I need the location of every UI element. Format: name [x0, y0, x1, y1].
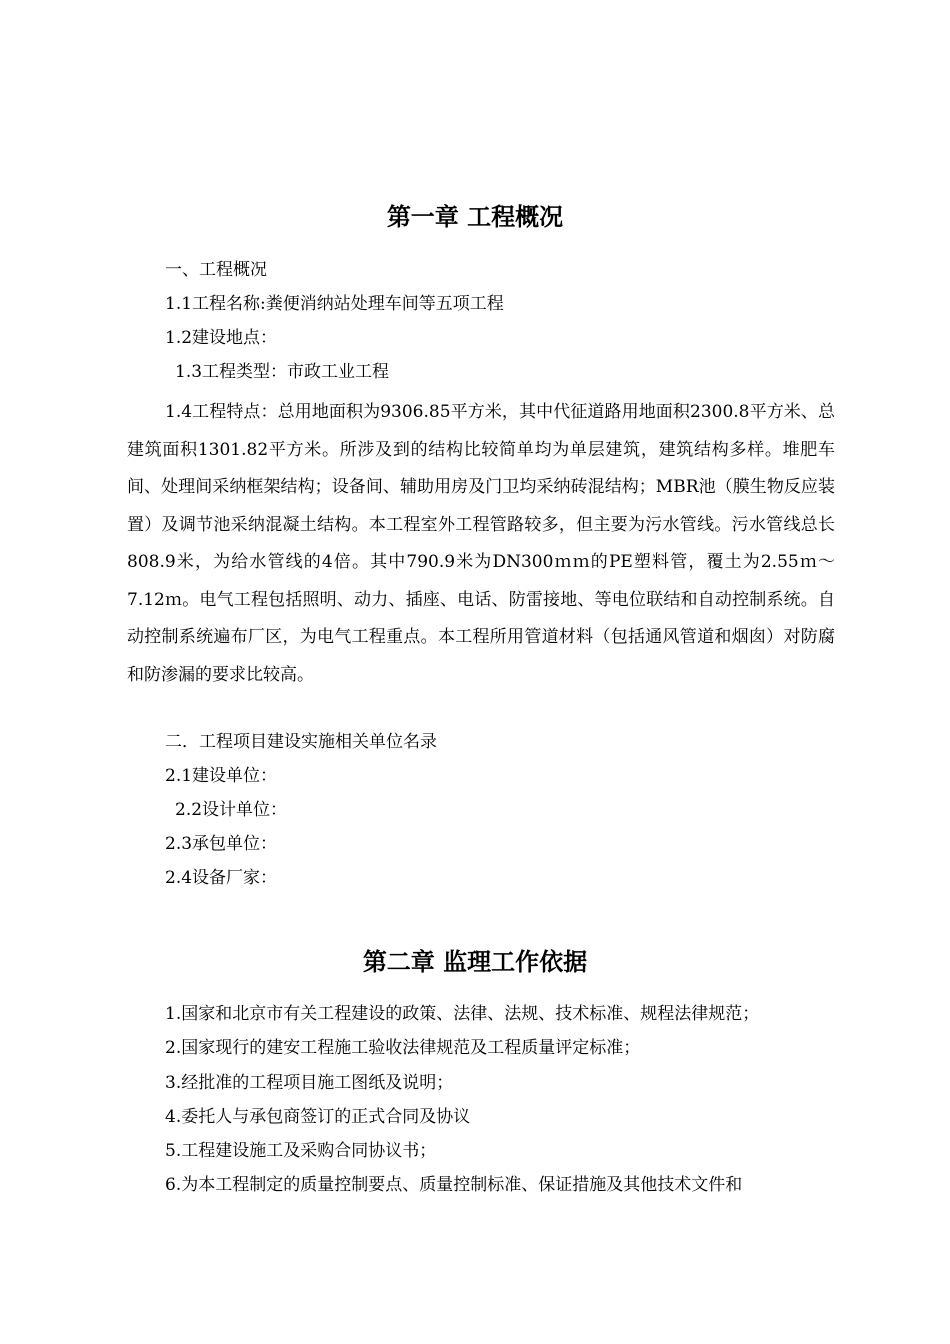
construction-unit-line: 2.1建设单位： — [165, 766, 278, 786]
chapter-1-units-lines — [127, 725, 837, 895]
chapter-2-title: 第二章 监理工作依据 — [362, 948, 588, 976]
list-item: 1.国家和北京市有关工程建设的政策、法律、法规、技术标准、规程法律规范； — [165, 1004, 760, 1024]
section-heading-units: 二．工程项目建设实施相关单位名录 — [165, 732, 437, 752]
project-location-line: 1.2建设地点： — [165, 328, 278, 348]
equipment-vendor-line: 2.4设备厂家： — [165, 868, 278, 888]
list-item: 6.为本工程制定的质量控制要点、质量控制标准、保证措施及其他技术文件和 — [165, 1175, 743, 1196]
project-features-paragraph: 1.4工程特点：总用地面积为9306.85平方米，其中代征道路用地面积2300.8平方米、总建筑面积1301.82平方米。所涉及到的结构比较简单均为单层建筑，建筑结构多样。堆肥车间、处理间采纳框架结构；设备间、辅助用房及门卫均采纳砖混结构；MBR池（膜生物反应装置）及调节池采纳混凝土结构。本工程室外工程管路较多，但主要为污水管线。污水管线总长808.9米，为给水管线的4倍。其中790.9米为DN300ｍｍ的PE塑料管，覆土为2.55ｍ～7.12ｍ。电气工程包括照明、动力、插座、电话、防雷接地、等电位联结和自动控制系统。自动控制系统遍布厂区，为电气工程重点。本工程所用管道材料（包括通风管道和烟囱）对防腐和防渗漏的要求比较高。 — [127, 402, 835, 685]
project-type-line: 1.3工程类型：市政工业工程 — [175, 362, 390, 382]
chapter-1-title: 第一章 工程概况 — [386, 203, 564, 231]
contractor-unit-line: 2.3承包单位： — [165, 834, 278, 854]
chapter-2-basis-list — [127, 997, 837, 1203]
section-heading-overview: 一、工程概况 — [165, 260, 267, 280]
list-item: 5.工程建设施工及采购合同协议书； — [165, 1141, 437, 1162]
chapter-1-overview-lines — [127, 253, 837, 389]
list-item: 2.国家现行的建安工程施工验收法律规范及工程质量评定标准； — [165, 1038, 641, 1059]
project-name-line: 1.1工程名称:粪便消纳站处理车间等五项工程 — [165, 294, 504, 314]
design-unit-line: 2.2设计单位： — [175, 800, 288, 820]
list-item: 3.经批准的工程项目施工图纸及说明； — [165, 1072, 454, 1093]
list-item: 4.委托人与承包商签订的正式合同及协议 — [165, 1106, 471, 1127]
